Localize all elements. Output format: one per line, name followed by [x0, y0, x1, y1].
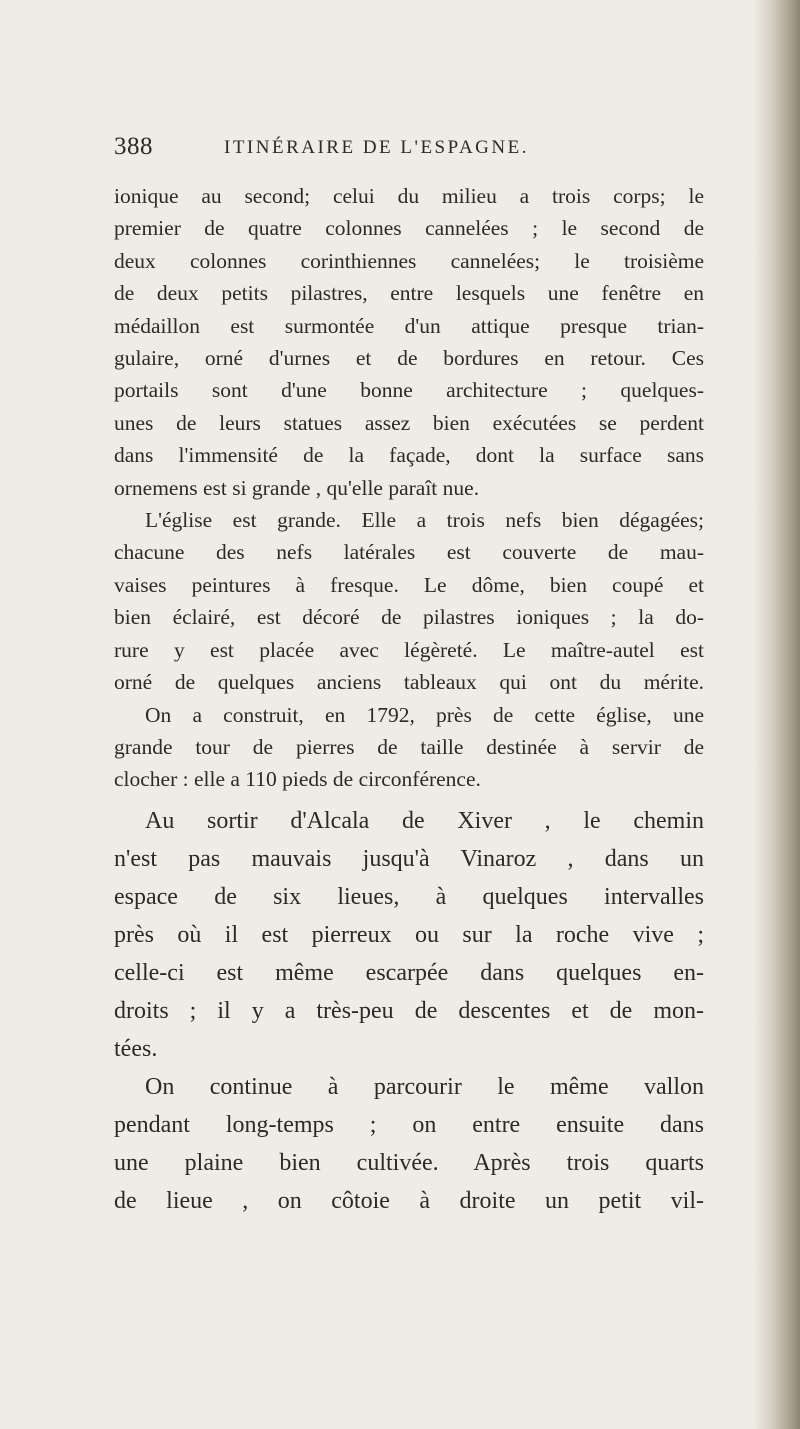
- text-line: de lieue , on côtoie à droite un petit vil-: [114, 1187, 704, 1214]
- paragraph-road: [114, 802, 704, 1068]
- text-line: On continue à parcourir le même vallon: [145, 1073, 704, 1100]
- text-line: Au sortir d'Alcala de Xiver , le chemin: [145, 807, 704, 834]
- text-line: orné de quelques anciens tableaux qui ont du mérite.: [114, 670, 704, 695]
- text-line: gulaire, orné d'urnes et de bordures en retour. Ces: [114, 346, 704, 371]
- text-line: L'église est grande. Elle a trois nefs bien dégagées;: [145, 508, 704, 533]
- text-line: pendant long-temps ; on entre ensuite dans: [114, 1111, 704, 1138]
- text-line: bien éclairé, est décoré de pilastres ioniques ; la do-: [114, 605, 704, 630]
- text-line: rure y est placée avec légèreté. Le maître-autel est: [114, 637, 704, 662]
- text-line: grande tour de pierres de taille destinée à servir de: [114, 734, 704, 759]
- page-edge-shadow: [754, 0, 800, 1429]
- text-line: droits ; il y a très-peu de descentes et de mon-: [114, 997, 704, 1024]
- text-line: celle-ci est même escarpée dans quelques en-: [114, 959, 704, 986]
- text-line: ionique au second; celui du milieu a trois corps; le: [114, 184, 704, 208]
- page-header: [114, 132, 704, 166]
- text-line: vaises peintures à fresque. Le dôme, bien coupé et: [114, 572, 704, 597]
- text-line: dans l'immensité de la façade, dont la surface sans: [114, 443, 704, 468]
- text-line: ornemens est si grande , qu'elle paraît nue.: [114, 475, 480, 500]
- text-line: médaillon est surmontée d'un attique presque trian-: [114, 313, 704, 338]
- text-line: premier de quatre colonnes cannelées ; le second de: [114, 216, 704, 241]
- text-line: de deux petits pilastres, entre lesquels une fenêtre en: [114, 281, 704, 306]
- running-title: ITINÉRAIRE DE L'ESPAGNE.: [224, 137, 529, 158]
- text-line: tées.: [114, 1035, 158, 1062]
- text-line: deux colonnes corinthiennes cannelées; le troisième: [114, 248, 704, 273]
- paragraph-facade: [114, 180, 704, 504]
- text-line: On a construit, en 1792, près de cette église, une: [145, 702, 704, 727]
- text-line: portails sont d'une bonne architecture ; quelques-: [114, 378, 704, 403]
- page-number: 388: [114, 133, 153, 160]
- text-line: unes de leurs statues assez bien exécutées se perdent: [114, 410, 704, 435]
- text-line: près où il est pierreux ou sur la roche vive ;: [114, 921, 704, 948]
- paragraph-valley: [114, 1068, 704, 1220]
- text-line: n'est pas mauvais jusqu'à Vinaroz , dans un: [114, 845, 704, 872]
- text-line: une plaine bien cultivée. Après trois quarts: [114, 1149, 704, 1176]
- page-body: [114, 180, 704, 1220]
- paragraph-church: [114, 504, 704, 796]
- text-line: chacune des nefs latérales est couverte de mau-: [114, 540, 704, 565]
- text-line: espace de six lieues, à quelques intervalles: [114, 883, 704, 910]
- text-line: clocher : elle a 110 pieds de circonférence.: [114, 767, 481, 792]
